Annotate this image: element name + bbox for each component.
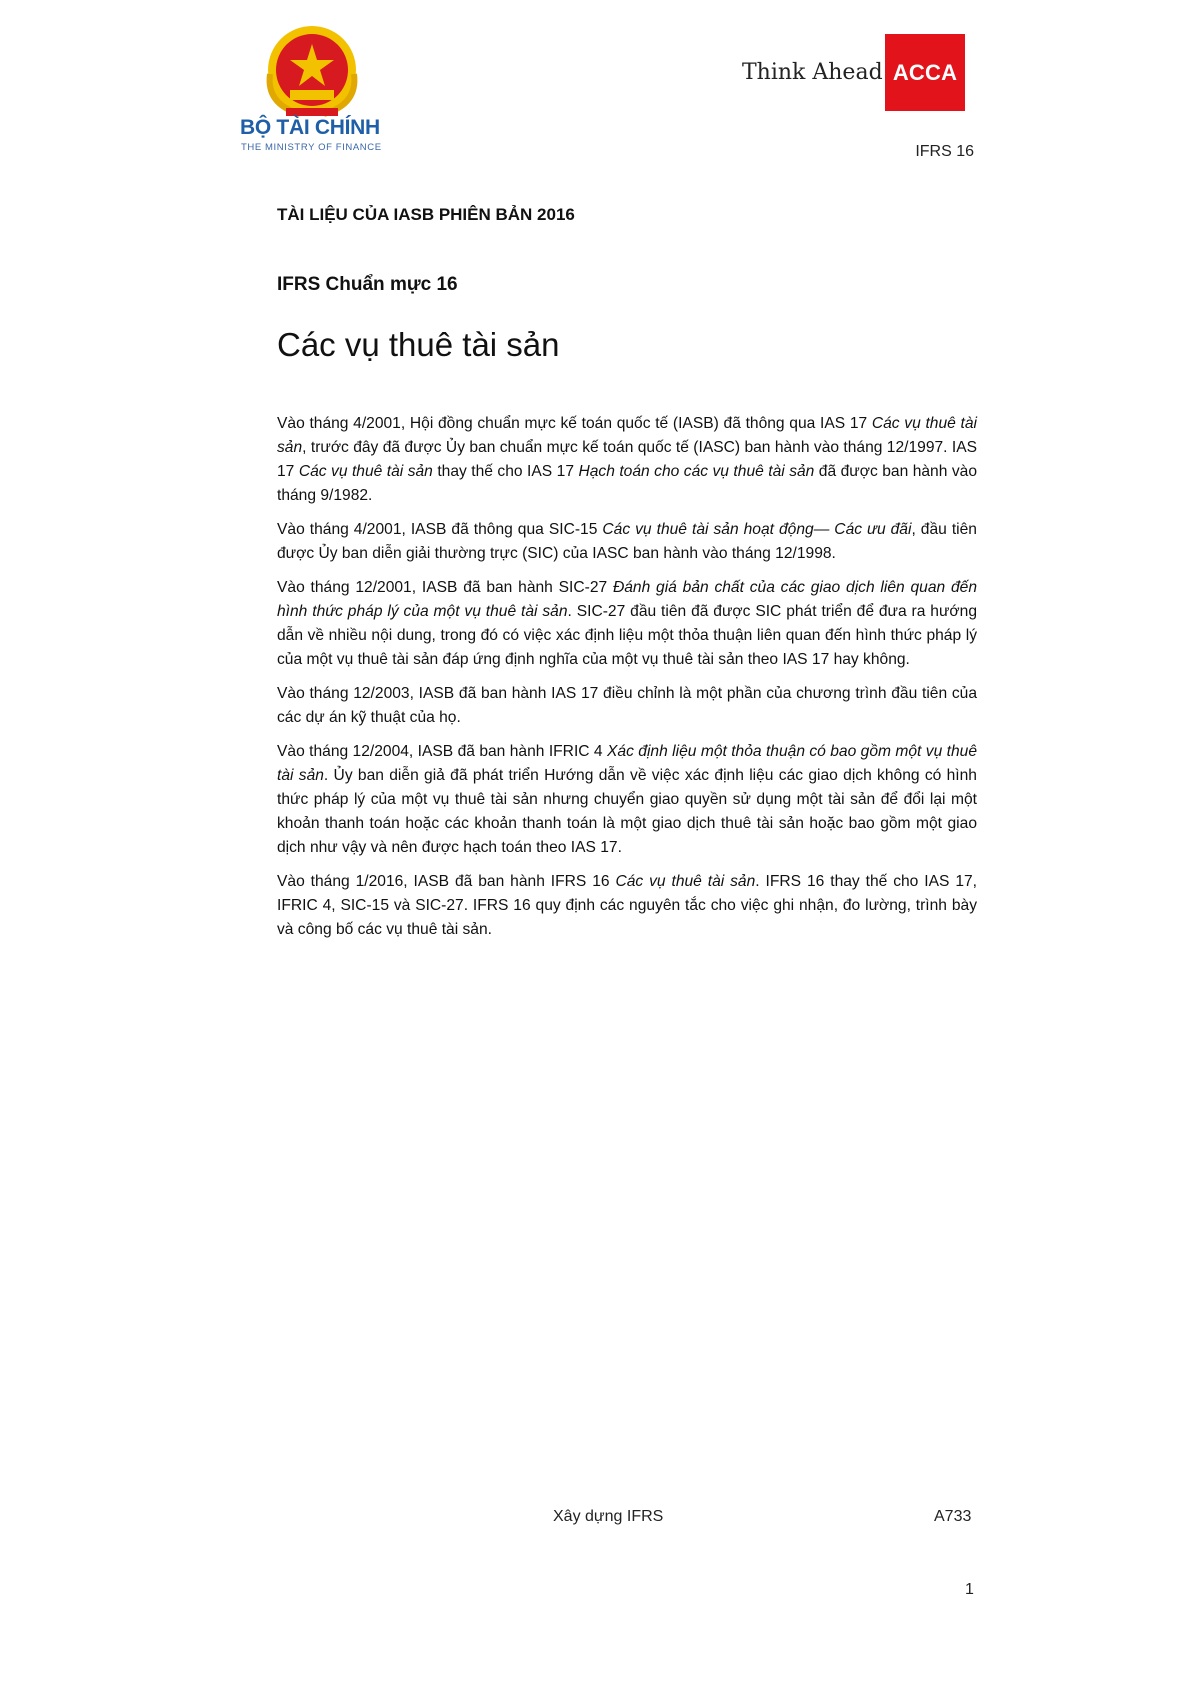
standard-number: IFRS Chuẩn mực 16 [277, 274, 458, 295]
document-body [277, 412, 977, 952]
national-emblem-icon [260, 24, 364, 120]
page-title: Các vụ thuê tài sản [277, 326, 560, 363]
paragraph: Vào tháng 1/2016, IASB đã ban hành IFRS 16 Các vụ thuê tài sản. IFRS 16 thay thế cho IAS 17, IFRIC 4, SIC-15 và SIC-27. IFRS 16 quy định các nguyên tắc cho việc ghi nhận, đo lường, trình bày và công bố các vụ thuê tài sản. [277, 873, 977, 938]
ministry-logo [238, 24, 398, 154]
footer-title: Xây dựng IFRS [553, 1508, 664, 1525]
document-label: TÀI LIỆU CỦA IASB PHIÊN BẢN 2016 [277, 205, 575, 224]
tagline: Think Ahead [742, 60, 883, 85]
paragraph: Vào tháng 12/2003, IASB đã ban hành IAS 17 điều chỉnh là một phần của chương trình đầu tiên của các dự án kỹ thuật của họ. [277, 685, 977, 726]
acca-logo [885, 34, 965, 111]
ministry-name: BỘ TÀI CHÍNH [240, 116, 380, 139]
standard-code: IFRS 16 [915, 143, 974, 160]
paragraph: Vào tháng 12/2001, IASB đã ban hành SIC-27 Đánh giá bản chất của các giao dịch liên quan đến hình thức pháp lý của một vụ thuê tài sản. SIC-27 đầu tiên đã được SIC phát triển để đưa ra hướng dẫn về nhiều nội dung, trong đó có việc xác định liệu một thỏa thuận liên quan đến hình thức pháp lý của một vụ thuê tài sản đáp ứng định nghĩa của một vụ thuê tài sản theo IAS 17 hay không. [277, 579, 977, 668]
acca-logo-text: ACCA [892, 59, 958, 85]
ministry-subtitle: THE MINISTRY OF FINANCE [241, 142, 382, 153]
paragraph: Vào tháng 4/2001, Hội đồng chuẩn mực kế toán quốc tế (IASB) đã thông qua IAS 17 Các vụ thuê tài sản, trước đây đã được Ủy ban chuẩn mực kế toán quốc tế (IASC) ban hành vào tháng 12/1997. IAS 17 Các vụ thuê tài sản thay thế cho IAS 17 Hạch toán cho các vụ thuê tài sản đã được ban hành vào tháng 9/1982. [277, 415, 978, 504]
paragraph: Vào tháng 12/2004, IASB đã ban hành IFRIC 4 Xác định liệu một thỏa thuận có bao gồm một vụ thuê tài sản. Ủy ban diễn giả đã phát triển Hướng dẫn về việc xác định liệu các giao dịch không có hình thức pháp lý của một vụ thuê tài sản nhưng chuyển giao quyền sử dụng một tài sản để đổi lại một khoản thanh toán hoặc các khoản thanh toán là một giao dịch thuê tài sản hoặc bao gồm một giao dịch như vậy và nên được hạch toán theo IAS 17. [277, 743, 977, 856]
page-number: 1 [965, 1581, 974, 1598]
footer-page-ref: A733 [934, 1508, 972, 1525]
paragraph: Vào tháng 4/2001, IASB đã thông qua SIC-15 Các vụ thuê tài sản hoạt động— Các ưu đãi, đầu tiên được Ủy ban diễn giải thường trực (SIC) của IASC ban hành vào tháng 12/1998. [277, 521, 977, 562]
